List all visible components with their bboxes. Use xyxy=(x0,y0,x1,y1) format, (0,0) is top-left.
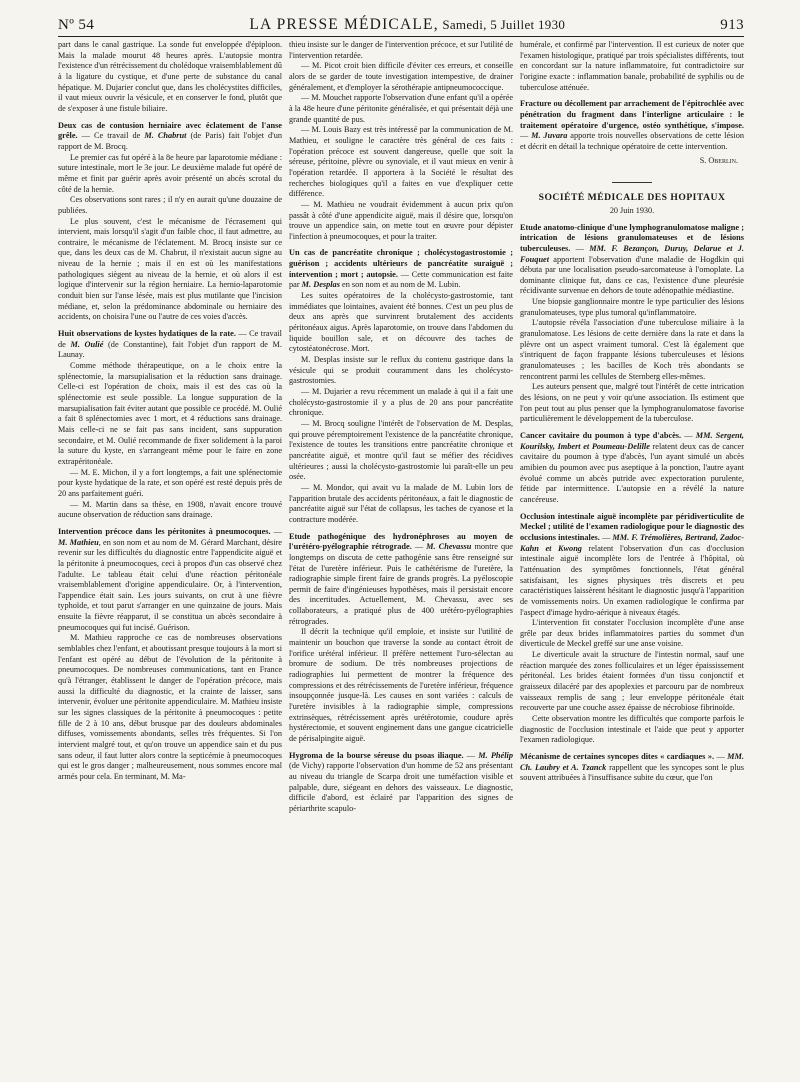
heading-dash: — xyxy=(411,542,427,552)
heading-text: en son nom et au nom de M. Lubin. xyxy=(339,280,461,290)
article-heading xyxy=(520,752,744,784)
heading-title: Etude pathogénique des hydronéphroses au moyen de l'urétéro-pyélographie rétrograde. xyxy=(289,531,513,552)
paragraph: — M. Mouchet rapporte l'observation d'une enfant qu'il a opérée à la 48e heure d'une péritonite généralisée, et qui présentait déjà une grande quantité de pus. xyxy=(289,93,513,124)
section-title: SOCIÉTÉ MÉDICALE DES HOPITAUX xyxy=(538,192,726,204)
paragraph: — M. Louis Bazy est très intéressé par la communication de M. Mathieu, et souligne le caractère très général de ces faits : l'opération précoce est souvent dangereuse, quelle que soit la séreuse, péritoine, plèvre ou synoviale, et il vaut mieux en venir à l'opération retardée. Il apportera à la Société le résultat des recherches biologiques qu'il a faites en vue d'expliquer cette différence. xyxy=(289,125,513,199)
paragraph: part dans le canal gastrique. La sonde fut enveloppée d'épiploon. Mais la malade mourut 48 heures après. L'autopsie montra l'existence d'un rétrécissement du cholédoque vraisemblablement dû à la ligature du cystique, et d'une perte de substance du canal hépatique. M. Dujarier conclut que, dans les cholécystites difficiles, il vaut mieux ouvrir la vésicule, et en conserver le fond, plutôt que de s'exposer à une fistule biliaire. xyxy=(58,40,282,113)
heading-text: montre que longtemps on discuta de cette pathogénie sans être renseigné sur l'état de l'uretère inférieur. Puis le cathétérisme de l'uretère, la radiographie simple firent faire de grands progrès. La pyéloscopie permit de faire d'ingénieuses hypothèses, mais il persistait encore des incertitudes. Actuellement, M. Chevassu, avec ses collaborateurs, a pratiqué plus de 400 urétéro-pyélographies rétrogrades. xyxy=(289,542,513,626)
heading-text: relatent l'observation d'un cas d'occlusion intestinale aiguë incomplète lors de l'entrée à l'hôpital, où l'atténuation des symptômes fonctionnels, l'état général satisfaisant, les signes physiques très discrets et peu caractéristiques laissèrent hésitant le diagnostic jusqu'à l'apparition de vomissements noirs. Un examen radiologique le confirma par l'aspect d'image hydro-aérique à niveaux étagés. xyxy=(520,543,744,617)
heading-author: M. Chevassu xyxy=(426,542,472,552)
paragraph: Une biopsie ganglionnaire montre le type particulier des lésions granulomateuses, type plus tumoral qu'inflammatoire. xyxy=(520,297,744,317)
heading-title: Occlusion intestinale aiguë incomplète par péridiverticulite de Meckel ; utilité de l'examen radiologique pour le diagnostic des occlusions intestinales. xyxy=(520,511,744,542)
paragraph: Ces observations sont rares ; il n'y en aurait qu'une douzaine de publiées. xyxy=(58,195,282,215)
paragraph: — M. Brocq souligne l'intérêt de l'observation de M. Desplas, qui prouve péremptoirement l'existence de la pancréatite chronique, l'existence de toutes les transitions entre pancréatite chronique et pancréatite aiguë, et montre qu'il faut se méfier des récidives ultérieures ; aussi la cholécysto-gastrostomie lui paraît-elle un peu osée. xyxy=(289,418,513,482)
paragraph: Cette observation montre les difficultés que comporte parfois le diagnostic de l'occlusion intestinale et l'aide que peut y apporter l'examen radiologique. xyxy=(520,714,744,745)
heading-title: Etude anatomo-clinique d'une lymphogranulomatose maligne ; intrication de lésions granulomateuses et de lésions tuberculeuses. xyxy=(520,222,744,253)
heading-text: (de Vichy) rapporte l'observation d'un homme de 52 ans présentant au niveau du triangle de Scarpa droit une tuméfaction visible et palpable, dure, siégeant en dehors des vaisseaux. Le diagnostic, difficile d'abord, est éclairé par l'apparition des signes de périarthrite scapulo- xyxy=(289,761,513,813)
journal-name: LA PRESSE MÉDICALE, xyxy=(249,16,439,33)
paragraph: Le premier cas fut opéré à la 8e heure par laparotomie médiane : suture intestinale, mort le 3e jour. Le deuxième malade fut opéré de même et finit par guérir après avoir présenté un abcès scrotal du côté de la hernie. xyxy=(58,152,282,194)
article-heading xyxy=(520,99,744,152)
column-3 xyxy=(520,40,744,1076)
paragraph: — M. Dujarier a revu récemment un malade à qui il a fait une cholécysto-gastrostomie il y a plus de 20 ans pour pancréatite chronique. xyxy=(289,387,513,418)
article-heading xyxy=(520,512,744,619)
heading-title: Huit observations de kystes hydatiques de la rate. xyxy=(58,329,236,339)
heading-title: Mécanisme de certaines syncopes dites « cardiaques ». xyxy=(520,752,715,762)
heading-text: rappellent que les syncopes sont le plus souvent attribuées à l'insuffisance subite du cœur, que l'on xyxy=(520,762,744,783)
heading-author: M. Juvara xyxy=(531,131,568,141)
heading-text: (de Paris) fait l'objet d'un rapport de M. Brocq. xyxy=(58,131,282,151)
article-heading xyxy=(58,121,282,153)
heading-dash: — xyxy=(714,752,728,762)
paragraph: — M. Picot croit bien difficile d'éviter ces erreurs, et conseille alors de se garder de toute investigation intempestive, de drainer généralement, et d'employer la sérothérapie antipneumococcique. xyxy=(289,61,513,92)
text-columns xyxy=(58,40,744,1076)
article-heading xyxy=(289,532,513,628)
heading-dash: — Cette communication est faite par xyxy=(289,269,513,290)
author-signature: S. Oberlin. xyxy=(699,155,738,165)
paragraph: — M. E. Michon, il y a fort longtemps, a fait une splénectomie pour kyste hydatique de la rate, et son opéré est resté depuis près de 20 ans parfaitement guéri. xyxy=(58,467,282,498)
paragraph: M. Desplas insiste sur le reflux du contenu gastrique dans la vésicule qui se produit couramment dans les cholécysto-gastrostomies. xyxy=(289,355,513,386)
paragraph: Les suites opératoires de la cholécysto-gastrostomie, tant immédiates que lointaines, avaient été bonnes. C'est un peu plus de deux ans après que survinrent brutalement des accidents péritonéaux aigus. Après laparotomie, on trouve dans l'abdomen du liquide bouillon sale, et on découvre des taches de cytostéatonécrose. Mort. xyxy=(289,291,513,354)
paragraph: Le diverticule avait la structure de l'intestin normal, sauf une réaction marquée des zones folliculaires et un léger épaississement péritonéal. Les brides étaient formées d'un tissu conjonctif et graisseux dilacéré par des apoplexies et parcouru par de nombreux vaisseaux remplis de sang ; leur enveloppe péritonéale était recouverte par une couche assez épaisse de nécrobiose fibrinoïde. xyxy=(520,650,744,713)
journal-title xyxy=(249,16,565,34)
article-heading xyxy=(520,223,744,298)
heading-text: apporte trois nouvelles observations de cette lésion et décrit en détail la technique opératoire de cette intervention. xyxy=(520,131,744,151)
page-number: 913 xyxy=(720,17,744,33)
running-header xyxy=(58,16,744,37)
article-heading xyxy=(289,751,513,815)
heading-dash: — xyxy=(570,243,590,253)
issue-number: Nº 54 xyxy=(58,17,95,33)
issue-date: Samedi, 5 Juillet 1930 xyxy=(438,17,566,32)
section-divider xyxy=(612,182,652,183)
heading-author: MM. Ch. Laubry et A. Tzanck xyxy=(520,752,744,772)
heading-dash: — xyxy=(270,526,282,536)
heading-text: , en son nom et au nom de M. Gérard Marchant, désire revenir sur les difficultés du diagnostic entre l'appendicite aiguë et la péritonite à pneumocoques, ceci à propos d'un cas observé chez l'adulte. Le tableau était celui d'une réaction péritonéale vraisemblablement d'origine appendiculaire. Or, à l'intervention, l'appendice était sain. Les jours suivants, on crut à une fièvre typhoïde, et tout parut s'arranger en une quinzaine de jours. Mais ensuite la fièvre réapparut, il se constitua un abcès secondaire à pneumocoques qui fut incisé. Guérison. xyxy=(58,537,282,632)
heading-dash: — xyxy=(520,131,532,141)
article-heading xyxy=(289,248,513,291)
heading-text: (de Constantine), fait l'objet d'un rapport de M. Launay. xyxy=(58,339,282,360)
heading-author: M. Phélip xyxy=(478,750,513,760)
paragraph: humérale, et confirmé par l'intervention. Il est curieux de noter que l'examen histologique, pratiqué par trois spécialistes différents, tout en concordant sur la nature inflammatoire, fut contradictoire sur l'origine exacte : inflammation banale, probabilité de syphilis ou de tuberculose atténuée. xyxy=(520,40,744,92)
paragraph: Il décrit la technique qu'il emploie, et insiste sur l'utilité de maintenir un bouchon que traverse la sonde au contact étroit de l'orifice urétéral inférieur. Il préfère nettement l'uro-sélectan au bromure de sodium. De très nombreuses projections de radiographies lui permettent de montrer la fréquence des compressions et des rétrécissements de l'uretère inférieur, fréquence insoupçonnée jusque-là. Les causes en sont variées : calculs de l'uretère invisibles à la radiographie simple, compressions extrinsèques, rétrécissement après urétérotomie, coudure après hystérectomie, et souvent enginement dans une gangue cicatricielle de périsalpingite aiguë. xyxy=(289,627,513,743)
heading-author: M. Chabrut xyxy=(144,131,187,141)
paragraph: Les auteurs pensent que, malgré tout l'intérêt de cette intrication des lésions, on ne peut y voir qu'une association. Ils estiment que l'on peut tout au plus penser que la lymphogranulomatose favorise particulièrement le développement de la tuberculose. xyxy=(520,382,744,424)
article-heading xyxy=(520,431,744,506)
heading-dash: — xyxy=(599,532,613,542)
heading-author: M. Mathieu xyxy=(58,537,99,547)
paragraph: M. Mathieu rapproche ce cas de nombreuses observations semblables chez l'enfant, et aboutissant presque toujours à la mort si l'enfant est opéré au début de l'évolution de la péritonite à pneumocoques. De nombreuses communications, tant en France qu'à l'étranger, établissent le danger de l'opération précoce, mais aussi la difficulté du diagnostic, et la crainte de laisser, sans intervenir, évoluer une péritonite appendiculaire. M. Mathieu insiste sur les signes classiques de la péritonite à pneumocoques : petite fille de 2 à 10 ans, début brusque par des douleurs abdominales diffuses, vomissements abondants, selles très fréquentes. Si l'on intervient malgré tout, et qu'on trouve un appendice sain et du pus sans odeur, il faut lutter alors contre la septicémie à pneumocoques qui est le gros danger ; malheureusement, nous sommes encore mal armés pour cela. En terminant, M. Ma- xyxy=(58,633,282,781)
heading-title: Hygroma de la bourse séreuse du psoas iliaque. xyxy=(289,750,464,760)
paragraph: L'autopsie révéla l'association d'une tuberculose miliaire à la granulomatose. Les lésions de cette dernière dans la rate et dans la plèvre ont un aspect vraiment tumoral. C'est là également que s'intriquent de façon frappante lésions tuberculeuses et lésions granulomateuses ; les bacilles de Koch très abondants se rencontrent parmi les cellules de Sternberg elles-mêmes. xyxy=(520,318,744,381)
heading-author: MM. F. Bezançon, Duruy, Delarue et J. Fouquet xyxy=(520,243,744,264)
heading-author: M. Oulié xyxy=(70,339,104,349)
column-2 xyxy=(289,40,513,1076)
paragraph: L'intervention fit constater l'occlusion incomplète d'une anse grêle par deux brides inflammatoires parties du sommet d'un diverticule de Meckel greffé sur une anse voisine. xyxy=(520,618,744,649)
heading-text: relatent deux cas de cancer cavitaire du poumon à type d'abcès, l'un ayant simulé un abcès amibien du poumon avec pus aseptique à la ponction, l'autre ayant évolué comme un abcès putride avec expectoration purulente, fétide par intermittence. L'autopsie en a révélé la nature cancéreuse. xyxy=(520,441,744,504)
paragraph: — M. Mathieu ne voudrait évidemment à aucun prix qu'on passât à côté d'une appendicite aiguë, mais il désire que, lorsqu'on trouve un appendice sain, on mette tout en œuvre pour dépister l'infection à pneumocoques, et pour la traiter. xyxy=(289,199,513,241)
heading-author: M. Desplas xyxy=(301,280,340,290)
heading-dash: — xyxy=(463,750,479,760)
heading-dash: — Ce travail de xyxy=(77,131,145,141)
section-date: 20 Juin 1930. xyxy=(609,205,655,215)
heading-author: MM. Sergent, Kourilsky, Imbert et Poumeau-Delille xyxy=(520,431,744,451)
heading-text: apportent l'observation d'une maladie de Hogdkin qui débuta par une localisation pseudo-sarcomateuse à l'omoplate. La dominante clinique fut, dans ce cas, l'existence d'une pleurésie récidivante survenue en dehors de toute adénopathie médiastine. xyxy=(520,254,744,296)
heading-title: Fracture ou décollement par arrachement de l'épitrochlée avec pénétration du fragment dans l'interligne articulaire : le traitement opératoire d'urgence, ostéo synthétique, s'impose. xyxy=(520,99,744,130)
article-heading xyxy=(58,527,282,634)
heading-dash: — Ce travail de xyxy=(58,329,282,349)
paragraph: Comme méthode thérapeutique, on a le choix entre la splénectomie, la marsupialisation et la réduction sans drainage. Celle-ci est l'opération de choix, mais il est des cas où la splénectomie est seule possible. La longue suppuration de la marsupialisation fait éviter autant que possible ce procédé. M. Oulié a fait 8 splénectomies avec 1 mort, et 4 réductions sans drainage. Mais celle-ci ne se fait pas sans incident, sans suppuration secondaire, et M. Oulié recommande de fixer solidement à la paroi la suture du kyste, en s'arrangeant même pour le faire en zone extrapéritonéale. xyxy=(58,361,282,466)
heading-title: Intervention précoce dans les péritonites à pneumocoques. xyxy=(58,526,271,536)
heading-author: MM. F. Trémolières, Bertrand, Zadoc-Kahn et Kwong xyxy=(520,532,744,553)
article-heading xyxy=(58,329,282,361)
heading-dash: — xyxy=(681,431,696,440)
paragraph: — M. Mondor, qui avait vu la malade de M. Lubin lors de l'apparition brutale des accidents péritonéaux, a fait le diagnostic de pancréatite aiguë sur l'état de collapsus, les taches de cyanose et la contracture modérée. xyxy=(289,482,513,524)
column-1 xyxy=(58,40,282,1076)
paragraph: thieu insiste sur le danger de l'intervention précoce, et sur l'utilité de l'intervention retardée. xyxy=(289,40,513,60)
paragraph: — M. Martin dans sa thèse, en 1908, n'avait encore trouvé aucune observation de réduction sans drainage. xyxy=(58,499,282,520)
heading-title: Cancer cavitaire du poumon à type d'abcès. xyxy=(520,431,682,440)
paragraph: Le plus souvent, c'est le mécanisme de l'écrasement qui intervient, mais lorsqu'il s'agit d'un faible choc, il faut admettre, au contraire, le mécanisme de l'éclatement. M. Brocq insiste sur ce que, dans les deux cas de M. Chabrut, il n'existait aucun signe au niveau de la hernie ; mais il en est où les manifestations pathologiques siègent au niveau de la hernie, et où alors il est logique d'intervenir sur la région herniaire. La hernio-laparotomie conduit bien sur l'anse lésée, mais est plus mutilante que l'incision médiane, et, selon la prédominance abdominale ou herniaire des accidents, on choisira l'une ou l'autre de ces voies d'accès. xyxy=(58,216,282,322)
heading-title: Deux cas de contusion herniaire avec éclatement de l'anse grêle. xyxy=(58,120,282,141)
heading-title: Un cas de pancréatite chronique ; cholécystogastrostomie ; guérison ; accidents ultérieurs de pancréatite suraiguë ; intervention ; mort ; autopsie. xyxy=(289,248,513,279)
